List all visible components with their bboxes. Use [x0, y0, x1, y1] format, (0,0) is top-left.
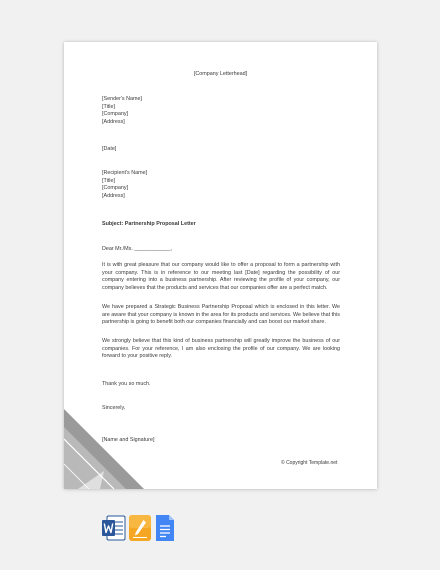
letter-paragraph: We have prepared a Strategic Business Partnership Proposal which is enclosed in this letter. We are aware that your company is known in the area for its products and services. We believe that this partnership is going to benefit both our companies financially and can boost our market share. [102, 304, 340, 326]
letter-thanks: Thank you so much. [102, 381, 151, 387]
recipient-block [102, 170, 147, 200]
google-docs-icon[interactable] [153, 513, 177, 543]
letter-page [64, 42, 377, 489]
letter-signature: [Name and Signature] [102, 437, 155, 443]
recipient-address: [Address] [102, 192, 125, 199]
sender-block [102, 96, 142, 126]
pages-icon[interactable] [128, 513, 152, 543]
copyright-notice: © Copyright Template.net [281, 460, 338, 466]
letter-salutation: Dear Mr./Ms. ____________, [102, 246, 172, 252]
recipient-name: [Recipient's Name] [102, 170, 148, 176]
letter-paragraph: We strongly believe that this kind of business partnership will greatly improve the business of our companies. For your reference, I am also enclosing the profile of our company. We are looking forward to your positive reply. [102, 338, 340, 360]
word-icon[interactable] [102, 513, 126, 543]
letter-subject: Subject: Partnership Proposal Letter [102, 221, 196, 227]
format-icons [102, 513, 177, 543]
letter-date: [Date] [102, 146, 117, 152]
letter-closing: Sincerely, [102, 405, 126, 411]
letter-paragraph: It is with great pleasure that our company would like to offer a proposal to form a partnership with your company. This is in reference to our meeting last [Date] regarding the possibility of our company entering into a business partnership. After reviewing the profile of your company, our company believes that the products and services that our companies offer are a perfect match. [102, 262, 340, 291]
corner-decoration [64, 409, 144, 489]
recipient-company: [Company] [102, 185, 129, 192]
company-letterhead: [Company Letterhead] [193, 71, 248, 77]
sender-address: [Address] [102, 118, 125, 125]
recipient-title: [Title] [102, 177, 115, 184]
sender-name: [Sender's Name] [102, 96, 142, 102]
sender-title: [Title] [102, 103, 115, 110]
sender-company: [Company] [102, 111, 129, 118]
